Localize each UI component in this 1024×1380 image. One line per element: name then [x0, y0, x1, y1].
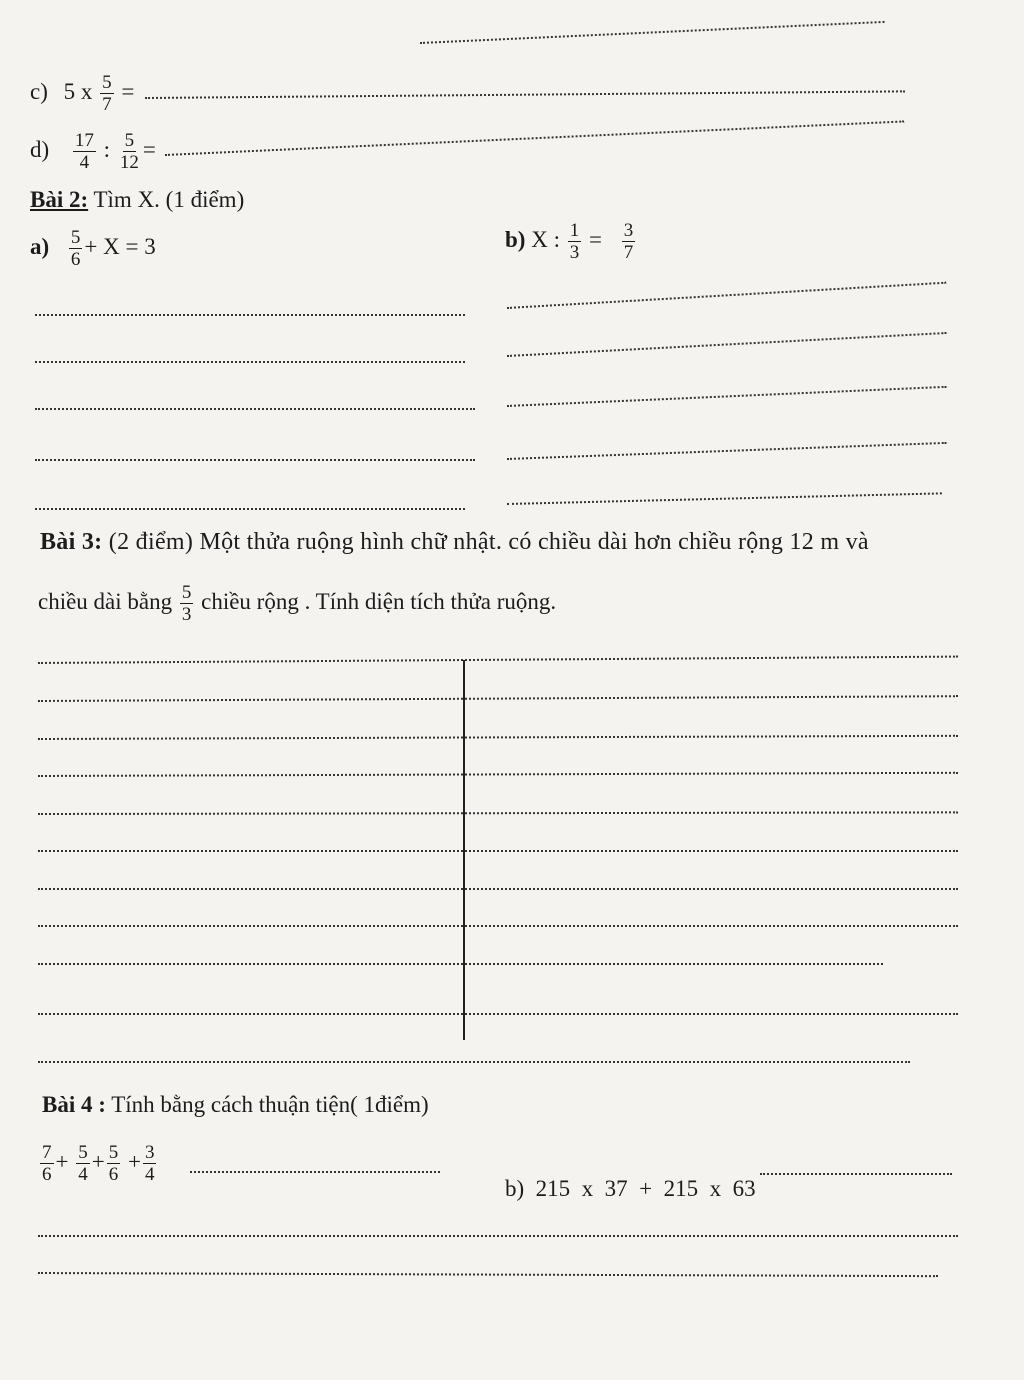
answer-line-2b-1: [507, 282, 946, 309]
answer-line-2a-1: [35, 314, 465, 316]
column-divider: [463, 660, 465, 1040]
answer-line-3-2: [38, 695, 958, 702]
exercise-2a: a) $\frac{5}{6}$ + X = 3: [30, 227, 156, 270]
bai3-line1: Bài 3: (2 điểm) Một thửa ruộng hình chữ nhật. có chiều dài hơn chiều rộng 12 m và: [40, 529, 869, 555]
answer-line-3-1: [38, 656, 958, 664]
fraction-5-4: $\frac{5}{4}$: [78, 1142, 88, 1185]
bai2-title: Bài 2:: [30, 187, 89, 212]
answer-line-4a: [190, 1171, 440, 1173]
answer-line-1c: [145, 90, 905, 99]
answer-line-2b-5: [507, 492, 942, 505]
exercise-1d: d) $\frac{17}{4}$ : $\frac{5}{12}$ =: [30, 130, 156, 173]
answer-line-1d: [165, 120, 904, 156]
answer-line-2a-3: [35, 408, 475, 410]
bai3-title: Bài 3:: [40, 529, 103, 555]
answer-line-2a-2: [35, 361, 465, 363]
bai2-title-rest: Tìm X. (1 điểm): [93, 187, 245, 212]
exercise-4a: $\frac{7}{6}$ + $\frac{5}{4}$ + $\frac{5}{6}$ + $\frac{3}{4}$: [42, 1142, 155, 1185]
answer-line-3-6: [38, 850, 958, 852]
bai2-heading: [30, 187, 244, 213]
bai3-line2: chiều dài bằng $\frac{5}{3}$ chiều rộng . Tính diện tích thửa ruộng.: [38, 582, 557, 625]
bai4-title-rest: Tính bằng cách thuận tiện( 1điểm): [111, 1092, 429, 1117]
answer-line-2b-2: [507, 332, 947, 357]
fraction-5-6b: $\frac{5}{6}$: [108, 1142, 119, 1185]
exercise-2b: b) X : $\frac{1}{3}$ = $\frac{3}{7}$: [505, 220, 634, 263]
answer-line-3-5: [38, 811, 958, 815]
answer-line-3-9: [38, 963, 883, 965]
fraction-5-7: $\frac{5}{7}$: [102, 72, 112, 115]
answer-line-3-10: [38, 1013, 958, 1015]
fraction-5-3: $\frac{5}{3}$: [181, 582, 192, 625]
fraction-1-3: $\frac{1}{3}$: [569, 220, 580, 263]
answer-line-3-3: [38, 735, 958, 740]
answer-line-2b-3: [507, 386, 947, 407]
bai4-title: Bài 4 :: [42, 1092, 106, 1117]
exercise-4b: b) 215 x 37 + 215 x 63: [505, 1176, 756, 1201]
fraction-3-7: $\frac{3}{7}$: [623, 220, 634, 263]
answer-line-4b: [760, 1173, 952, 1175]
answer-line-3-7: [38, 888, 958, 890]
answer-line-2a-5: [35, 508, 465, 510]
answer-line-top: [420, 21, 885, 44]
answer-line-2a-4: [35, 459, 475, 461]
bai4-heading: [42, 1092, 429, 1118]
answer-line-2b-4: [507, 442, 947, 460]
fraction-7-6: $\frac{7}{6}$: [42, 1142, 52, 1185]
answer-line-3-11: [38, 1061, 910, 1063]
answer-line-3-4: [38, 772, 958, 777]
answer-line-4-2: [38, 1272, 938, 1277]
exercise-1c: c) 5 x $\frac{5}{7}$ =: [30, 72, 135, 115]
answer-line-3-8: [38, 925, 958, 927]
answer-line-4-1: [38, 1235, 958, 1237]
fraction-17-4: $\frac{17}{4}$: [74, 130, 94, 173]
fraction-5-6: $\frac{5}{6}$: [70, 227, 81, 270]
fraction-3-4: $\frac{3}{4}$: [144, 1142, 155, 1185]
fraction-5-12: $\frac{5}{12}$: [119, 130, 139, 173]
